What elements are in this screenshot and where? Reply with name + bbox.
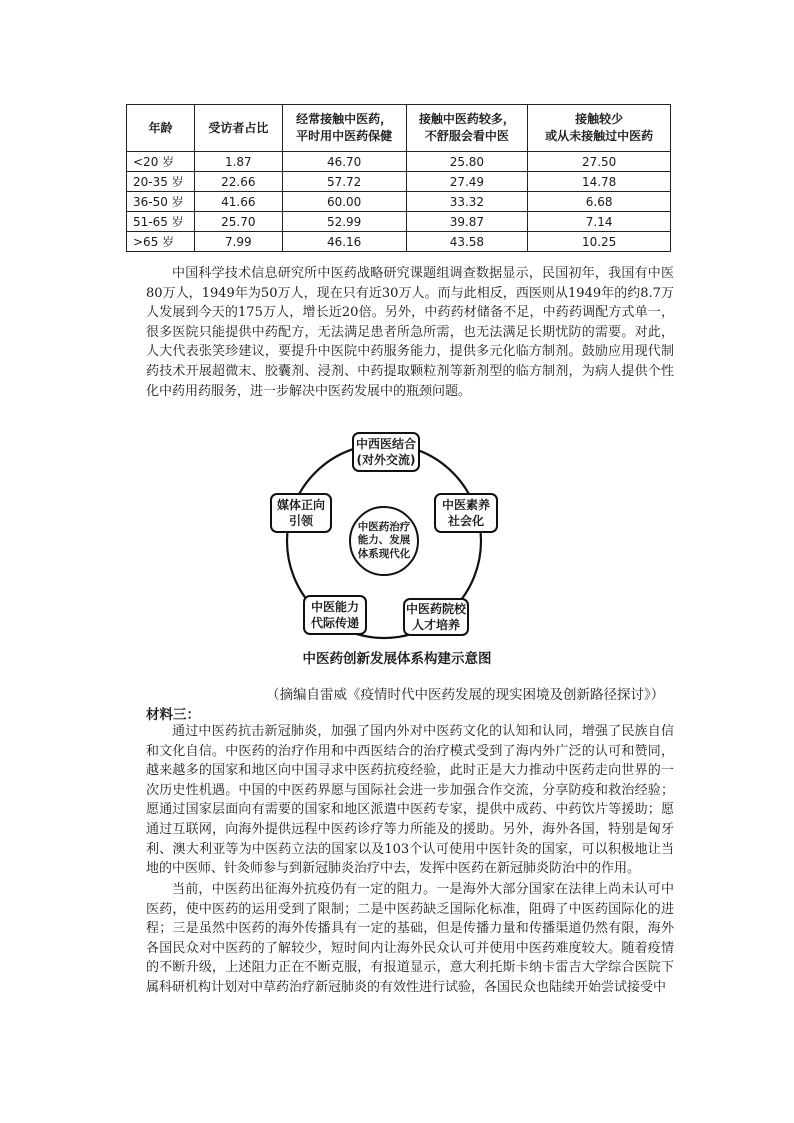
survey-table: [126, 104, 671, 252]
diagram-node-media: 媒体正向 引领: [270, 493, 332, 533]
table-cell: 43.58: [406, 232, 528, 252]
header-age: 年龄: [127, 105, 195, 152]
diagram-node-education: 中医药院校 人才培养: [403, 598, 469, 636]
diagram-title: 中医药创新发展体系构建示意图: [302, 651, 492, 667]
table-cell: 7.99: [194, 232, 282, 252]
table-cell: 46.70: [282, 152, 406, 172]
table-header-row: [127, 105, 671, 152]
diagram-node-transmission: 中医能力 代际传递: [303, 595, 367, 635]
table-row: [127, 232, 671, 252]
table-row: [127, 192, 671, 212]
table-cell: 1.87: [194, 152, 282, 172]
table-cell: 41.66: [194, 192, 282, 212]
header-more-contact: 接触中医药较多， 不舒服会看中医: [406, 105, 528, 152]
table-cell: 7.14: [528, 212, 671, 232]
material-three-heading: 材料三：: [146, 707, 200, 723]
table-cell: <20 岁: [127, 152, 195, 172]
table-cell: 22.66: [194, 172, 282, 192]
table-row: [127, 152, 671, 172]
table-cell: 27.50: [528, 152, 671, 172]
table-cell: 27.49: [406, 172, 528, 192]
table-cell: 57.72: [282, 172, 406, 192]
table-row: [127, 212, 671, 232]
paragraph-survey-data: 中国科学技术信息研究所中医药战略研究课题组调查数据显示，民国初年，我国有中医80万人，1949年为50万人，现在只有近30万人。而与此相反，西医则从1949年的约8.7万人发展到今天的175万人，增长近20倍。另外，中药药材储备不足，中药药调配方式单一，很多医院只能提供中药配方，无法满足患者所急所需，也无法满足长期忧防的需要。对此，人大代表张笑珍建议，要提升中医院中药服务能力，提供多元化临方制剂。鼓励应用现代制药技术开展超微末、胶囊剂、浸剂、中药提取颗粒剂等新剂型的临方制剂，为病人提供个性化中药用药服务，进一步解决中医药发展中的瓶颈问题。: [146, 266, 674, 399]
table-cell: 60.00: [282, 192, 406, 212]
paragraph-material-three: 通过中医药抗击新冠肺炎，加强了国内外对中医药文化的认知和认同，增强了民族自信和文化自信。中医药的治疗作用和中西医结合的治疗模式受到了海内外广泛的认可和赞同，越来越多的国家和地区向中国寻求中医药抗疫经验，此时正是大力推动中医药走向世界的一次历史性机遇。中国的中医药界愿与国际社会进一步加强合作交流，分享防疫和救治经验；愿通过国家层面向有需要的国家和地区派遣中医药专家，提供中成药、中药饮片等援助；愿通过互联网，向海外提供远程中医药诊疗等力所能及的援助。另外，海外各国，特别是匈牙利、澳大利亚等为中医药立法的国家以及103个认可使用中医针灸的国家，可以积极地让当地的中医师、针灸师参与到新冠肺炎治疗中去，发挥中医药在新冠肺炎防治中的作用。: [146, 724, 674, 877]
header-respondent-share: 受访者占比: [194, 105, 282, 152]
table-cell: 33.32: [406, 192, 528, 212]
table-cell: 14.78: [528, 172, 671, 192]
header-less-contact: 接触较少 或从未接触过中医药: [528, 105, 671, 152]
innovation-system-diagram: [258, 430, 506, 640]
diagram-center-circle: 中医药治疗 能力、发展 体系现代化: [349, 506, 419, 576]
table-cell: 51-65 岁: [127, 212, 195, 232]
table-cell: 52.99: [282, 212, 406, 232]
table-cell: 46.16: [282, 232, 406, 252]
table-cell: 25.80: [406, 152, 528, 172]
survey-table-container: [126, 104, 671, 252]
diagram-node-literacy: 中医素养 社会化: [434, 493, 498, 533]
table-cell: 25.70: [194, 212, 282, 232]
table-cell: 6.68: [528, 192, 671, 212]
paragraph-resistance: 当前，中医药出征海外抗疫仍有一定的阻力。一是海外大部分国家在法律上尚未认可中医药，使中医药的运用受到了限制；二是中医药缺乏国际化标准，阻碍了中医药国际化的进程；三是虽然中医药的海外传播具有一定的基础，但是传播力量和传播渠道仍然有限，海外各国民众对中医药的了解较少，短时间内让海外民众认可并使用中医药难度较大。随着疫情的不断升级，上述阻力正在不断克服，有报道显示，意大利托斯卡纳卡雷吉大学综合医院下属科研机构计划对中草药治疗新冠肺炎的有效性进行试验，各国民众也陆续开始尝试接受中: [146, 882, 674, 995]
table-cell: 10.25: [528, 232, 671, 252]
citation: （摘编自雷威《疫情时代中医药发展的现实困境及创新路径探讨》）: [266, 687, 665, 703]
table-cell: 36-50 岁: [127, 192, 195, 212]
table-cell: 39.87: [406, 212, 528, 232]
diagram-node-integration: 中西医结合 (对外交流): [352, 432, 420, 472]
table-cell: 20-35 岁: [127, 172, 195, 192]
table-cell: >65 岁: [127, 232, 195, 252]
table-row: [127, 172, 671, 192]
header-frequent-contact: 经常接触中医药， 平时用中医药保健: [282, 105, 406, 152]
